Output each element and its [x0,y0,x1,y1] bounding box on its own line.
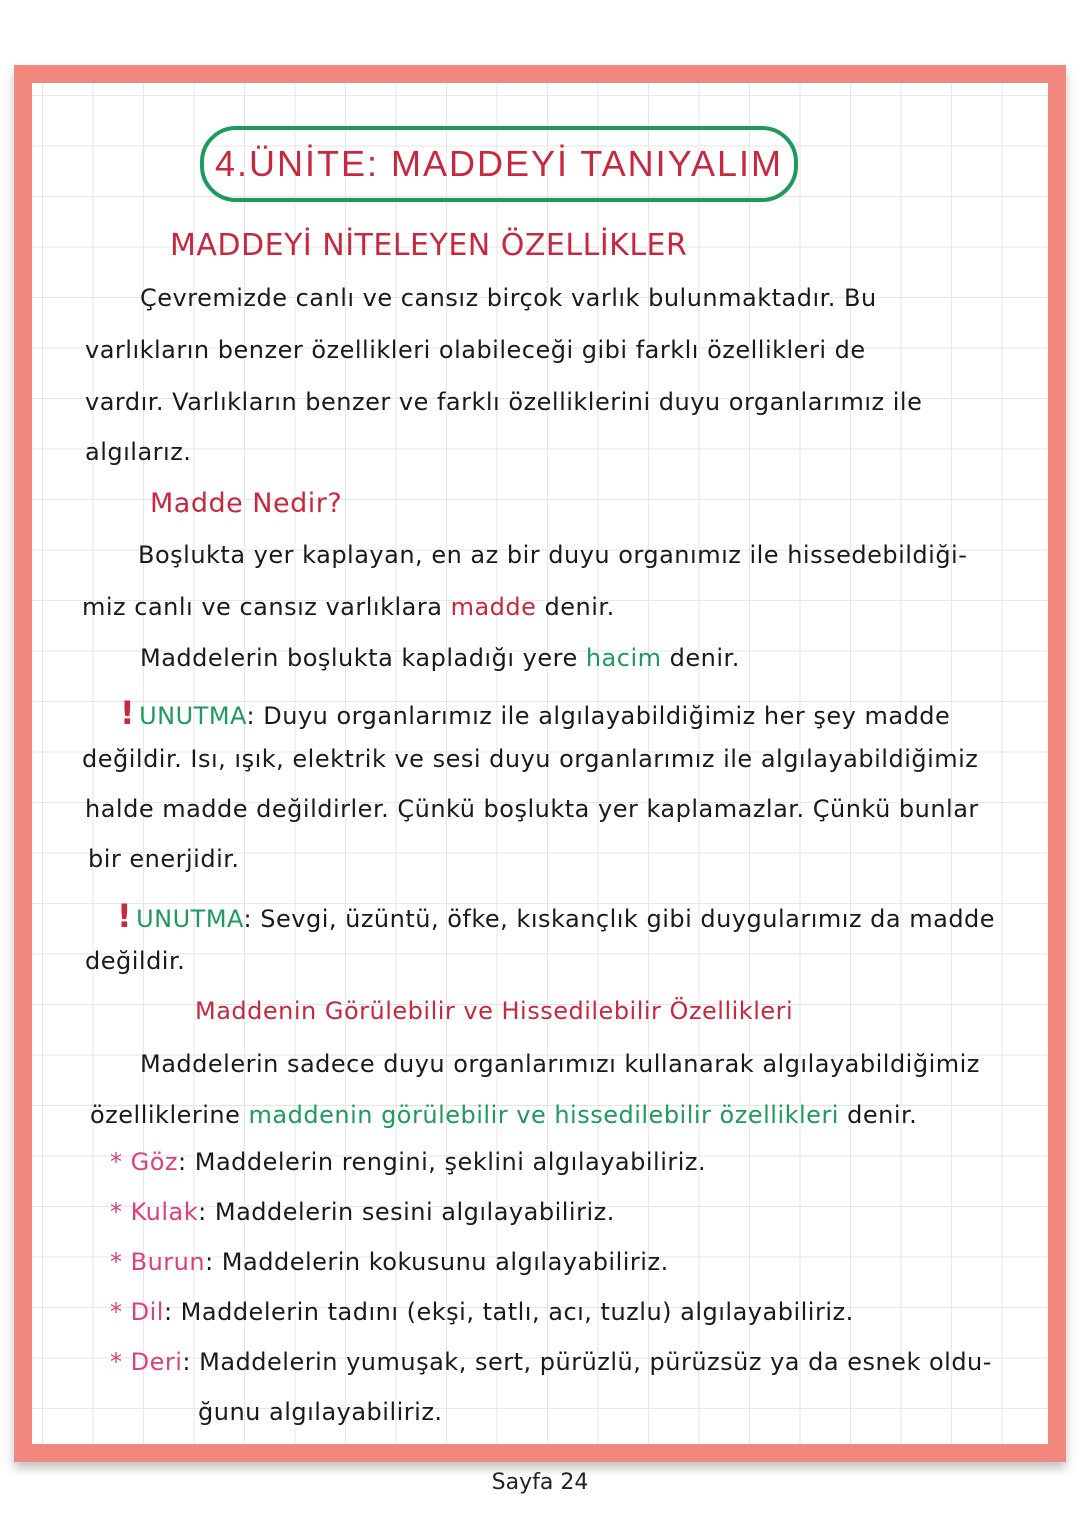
text-segment: denir. [661,644,740,672]
text-segment: * Dil [110,1298,164,1326]
text-segment: : Maddelerin yumuşak, sert, pürüzlü, pürüzsüz ya da esnek oldu- [182,1348,992,1376]
text-line [85,947,185,975]
text-segment: bir enerjidir. [88,845,240,873]
text-segment: madde [450,593,537,621]
text-line [138,541,967,569]
page-number: Sayfa 24 [491,1470,589,1495]
text-segment: hacim [585,644,662,672]
warning-exclamation-icon: ! [120,694,136,732]
text-segment: * Burun [110,1248,206,1276]
text-segment: UNUTMA [139,702,247,730]
text-line [110,1148,706,1176]
text-segment: : Sevgi, üzüntü, öfke, kıskançlık gibi duygularımız da madde [243,905,996,933]
text-line [140,644,740,672]
text-segment: * Kulak [110,1198,199,1226]
text-line [85,795,979,823]
text-segment: Maddenin Görülebilir ve Hissedilebilir Özellikleri [195,997,794,1025]
text-line [170,228,687,263]
text-segment: algılarız. [85,438,192,466]
title-cloud-box [200,126,798,202]
text-segment: : Duyu organlarımız ile algılayabildiğimiz her şey madde [246,702,951,730]
text-segment: : Maddelerin rengini, şeklini algılayabiliriz. [178,1148,707,1176]
text-segment: özelliklerine [90,1101,249,1129]
text-line [85,438,191,466]
text-segment: değildir. [85,947,186,975]
text-line [198,1398,443,1426]
text-segment: Çevremizde canlı ve cansız birçok varlık bulunmaktadır. Bu [140,284,877,312]
text-line [88,845,240,873]
text-segment: halde madde değildirler. Çünkü boşlukta yer kaplamazlar. Çünkü bunlar [85,795,979,823]
text-segment: * Deri [110,1348,183,1376]
text-segment: Maddelerin boşlukta kapladığı yere [140,644,586,672]
text-line [110,1198,615,1226]
page-title: 4.ÜNİTE: MADDEYİ TANIYALIM [214,143,784,184]
text-line [195,997,793,1025]
text-segment: : Maddelerin tadını (ekşi, tatlı, acı, tuzlu) algılayabiliriz. [163,1298,854,1326]
text-segment: denir. [838,1101,918,1129]
text-segment: UNUTMA [136,905,244,933]
text-line [120,694,950,732]
text-segment: vardır. Varlıkların benzer ve farklı özelliklerini duyu organlarımız ile [85,388,923,416]
text-line [110,1348,992,1376]
text-line [85,388,922,416]
text-line [110,1248,669,1276]
warning-exclamation-icon: ! [117,897,133,935]
text-line [150,488,342,519]
text-line [140,284,877,312]
text-segment: ğunu algılayabiliriz. [198,1398,443,1426]
text-segment: Maddelerin sadece duyu organlarımızı kullanarak algılayabildiğimiz [140,1050,980,1078]
text-line [140,1050,980,1078]
text-segment: miz canlı ve cansız varlıklara [82,593,451,621]
text-segment: MADDEYİ NİTELEYEN ÖZELLİKLER [170,228,688,263]
text-line [110,1298,854,1326]
text-segment: Boşlukta yer kaplayan, en az bir duyu organımız ile hissedebildiği- [138,541,968,569]
text-segment: : Maddelerin kokusunu algılayabiliriz. [205,1248,669,1276]
text-segment: Madde Nedir? [150,488,343,519]
text-segment: değildir. Isı, ışık, elektrik ve sesi duyu organlarımız ile algılayabildiğimiz [82,745,979,773]
text-line [82,745,978,773]
text-segment: maddenin görülebilir ve hissedilebilir özellikleri [248,1101,839,1129]
text-segment: * Göz [110,1148,179,1176]
text-line [82,593,615,621]
text-segment: denir. [536,593,615,621]
text-segment: varlıkların benzer özellikleri olabileceği gibi farklı özellikleri de [85,336,866,364]
text-line [85,336,866,364]
text-line [117,897,995,935]
text-segment: : Maddelerin sesini algılayabiliriz. [198,1198,615,1226]
text-line [90,1101,917,1129]
